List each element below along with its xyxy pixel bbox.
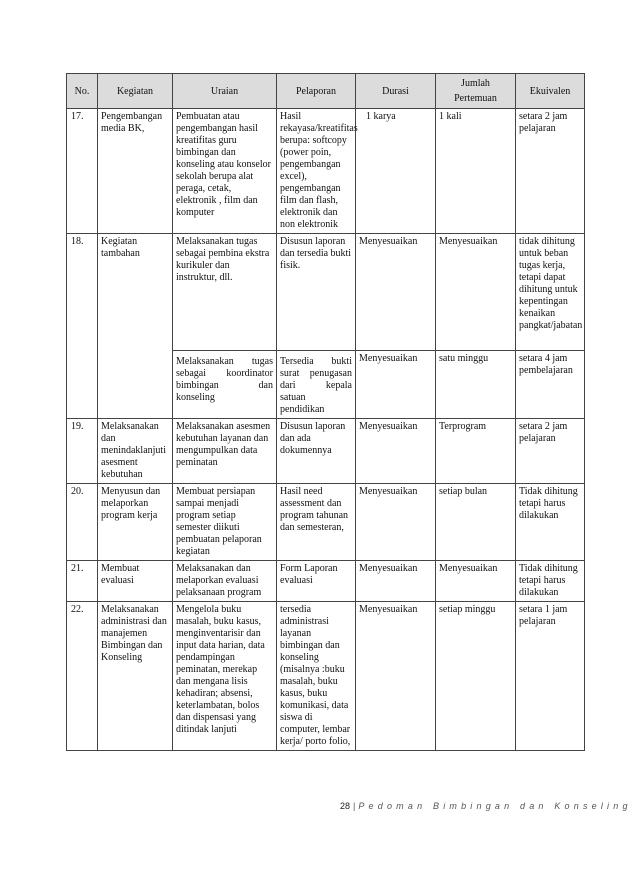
jumlah-cell: Terprogram (436, 419, 516, 484)
jumlah-cell: Menyesuaikan (436, 561, 516, 602)
ekuivalen-cell: setara 1 jam pelajaran (516, 602, 585, 751)
kegiatan-cell: Melaksanakan administrasi dan manajemen Bimbingan dan Konseling (98, 602, 173, 751)
header-no: No. (67, 74, 98, 109)
page-number: 28 (340, 801, 351, 811)
pelaporan-cell: Hasil need assessment dan program tahunan dan semesteran, (277, 484, 356, 561)
row-number: 21. (67, 561, 98, 602)
table-row (67, 419, 585, 484)
ekuivalen-cell: setara 2 jam pelajaran (516, 109, 585, 234)
pelaporan-cell: Tersedia bukti surat penugasan dari kepala satuan pendidikan (277, 351, 356, 419)
pelaporan-cell: Hasil rekayasa/kreatifitas berupa: softcopy (power poin, pengembangan excel), pengembangan film dan flash, elektronik dan non elektronik (277, 109, 356, 234)
table-row (67, 602, 585, 751)
ekuivalen-cell: tidak dihitung untuk beban tugas kerja, tetapi dapat dihitung untuk kepentingan kenaikan pangkat/jabatan (516, 234, 585, 351)
durasi-cell: 1 karya (356, 109, 436, 234)
durasi-cell: Menyesuaikan (356, 419, 436, 484)
uraian-cell: Melaksanakan tugas sebagai koordinator bimbingan dan konseling (173, 351, 277, 419)
table-row (67, 234, 585, 351)
pelaporan-cell: tersedia administrasi layanan bimbingan dan konseling (misalnya :buku masalah, buku kasus, buku komunikasi, data siswa di computer, lembar kerja/ porto folio, (277, 602, 356, 751)
jumlah-cell: 1 kali (436, 109, 516, 234)
uraian-cell: Melaksanakan tugas sebagai pembina ekstra kurikuler dan instruktur, dll. (173, 234, 277, 351)
row-number: 20. (67, 484, 98, 561)
activity-table (66, 73, 585, 751)
uraian-cell: Mengelola buku masalah, buku kasus, menginventarisir dan input data harian, data pendampingan peminatan, merekap dan mengana lisis kehadiran; absensi, keterlambatan, bolos dan dispensasi yang ditindak lanjuti (173, 602, 277, 751)
uraian-cell: Pembuatan atau pengembangan hasil kreatifitas guru bimbingan dan konseling atau konselor sekolah berupa alat peraga, cetak, elektronik , film dan komputer (173, 109, 277, 234)
ekuivalen-cell: setara 2 jam pelajaran (516, 419, 585, 484)
durasi-cell: Menyesuaikan (356, 561, 436, 602)
durasi-cell: Menyesuaikan (356, 602, 436, 751)
kegiatan-cell: Melaksanakan dan menindaklanjuti asesment kebutuhan (98, 419, 173, 484)
ekuivalen-cell: Tidak dihitung tetapi harus dilakukan (516, 561, 585, 602)
header-ekuivalen: Ekuivalen (516, 74, 585, 109)
pelaporan-cell: Disusun laporan dan ada dokumennya (277, 419, 356, 484)
table-header-row (67, 74, 585, 109)
row-number: 22. (67, 602, 98, 751)
table-row (67, 109, 585, 234)
pelaporan-cell: Disusun laporan dan tersedia bukti fisik. (277, 234, 356, 351)
pelaporan-cell: Form Laporan evaluasi (277, 561, 356, 602)
durasi-cell: Menyesuaikan (356, 484, 436, 561)
uraian-cell: Membuat persiapan sampai menjadi program setiap semester diikuti pembuatan pelaporan kegiatan (173, 484, 277, 561)
row-number: 17. (67, 109, 98, 234)
kegiatan-cell: Kegiatan tambahan (98, 234, 173, 419)
jumlah-cell: setiap minggu (436, 602, 516, 751)
kegiatan-cell: Pengembangan media BK, (98, 109, 173, 234)
header-uraian: Uraian (173, 74, 277, 109)
kegiatan-cell: Menyusun dan melaporkan program kerja (98, 484, 173, 561)
ekuivalen-cell: setara 4 jam pembelajaran (516, 351, 585, 419)
row-number: 18. (67, 234, 98, 419)
header-durasi: Durasi (356, 74, 436, 109)
ekuivalen-cell: Tidak dihitung tetapi harus dilakukan (516, 484, 585, 561)
header-jumlah-pertemuan: Jumlah Pertemuan (436, 74, 516, 109)
header-pelaporan: Pelaporan (277, 74, 356, 109)
footer-title: Pedoman Bimbingan dan Konseling (358, 801, 632, 811)
jumlah-cell: Menyesuaikan (436, 234, 516, 351)
uraian-cell: Melaksanakan dan melaporkan evaluasi pelaksanaan program (173, 561, 277, 602)
jumlah-cell: setiap bulan (436, 484, 516, 561)
footer-separator: | (353, 801, 356, 811)
uraian-cell: Melaksanakan asesmen kebutuhan layanan dan mengumpulkan data peminatan (173, 419, 277, 484)
table-row (67, 561, 585, 602)
row-number: 19. (67, 419, 98, 484)
jumlah-cell: satu minggu (436, 351, 516, 419)
page-footer (340, 801, 632, 811)
kegiatan-cell: Membuat evaluasi (98, 561, 173, 602)
header-kegiatan: Kegiatan (98, 74, 173, 109)
table-row (67, 484, 585, 561)
durasi-cell: Menyesuaikan (356, 351, 436, 419)
durasi-cell: Menyesuaikan (356, 234, 436, 351)
